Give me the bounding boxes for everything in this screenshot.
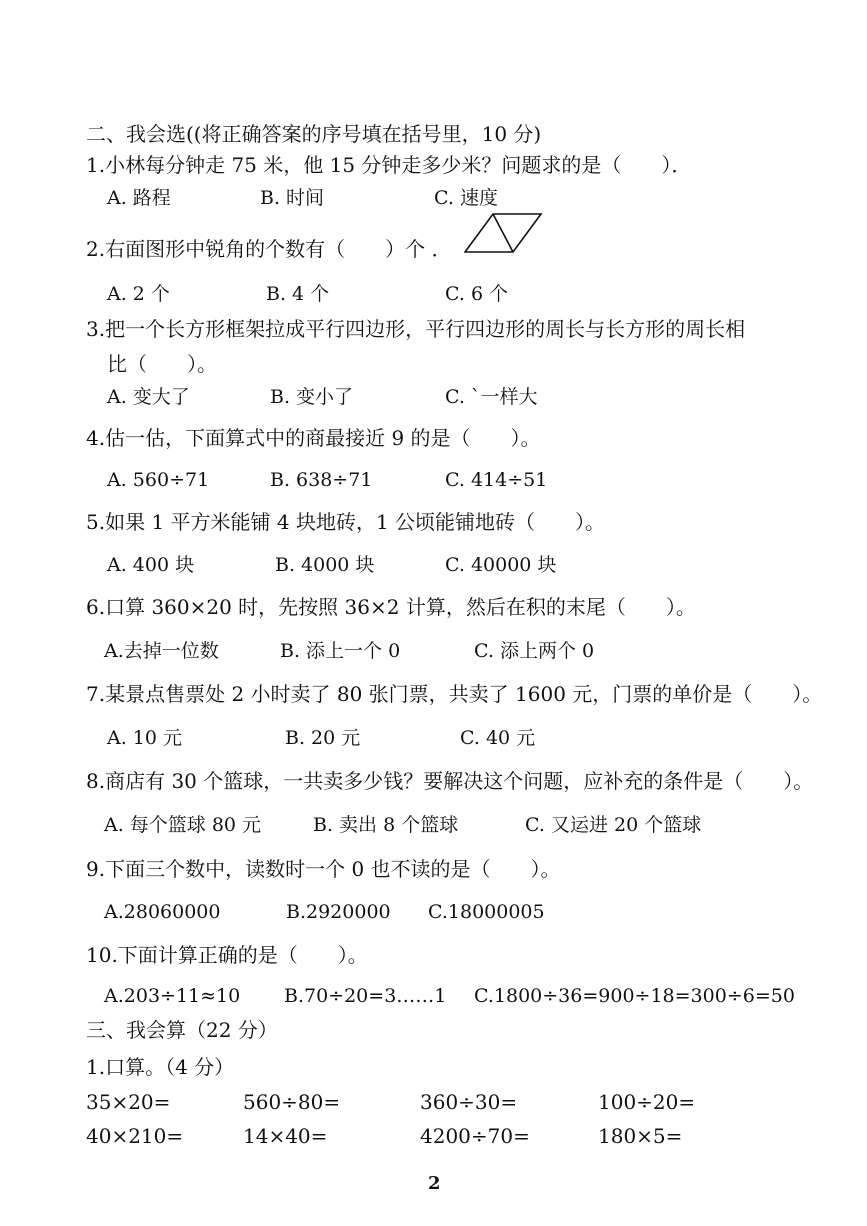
question-5-stem: 5.如果 1 平方米能铺 4 块地砖，1 公顷能铺地砖（ ）。 xyxy=(86,510,606,534)
question-8-option-c: C. 又运进 20 个篮球 xyxy=(525,814,702,836)
calc-row-2-item-1: 40×210= xyxy=(86,1124,184,1148)
question-10-option-c: C.1800÷36=900÷18=300÷6=50 xyxy=(474,985,795,1007)
question-6-option-b: B. 添上一个 0 xyxy=(280,640,401,662)
question-6-stem: 6.口算 360×20 时，先按照 36×2 计算，然后在积的末尾（ ）。 xyxy=(86,595,696,619)
question-4-option-b: B. 638÷71 xyxy=(270,469,373,491)
question-9-stem: 9.下面三个数中，读数时一个 0 也不读的是（ ）。 xyxy=(86,857,561,881)
calc-row-1-item-3: 360÷30= xyxy=(420,1090,518,1114)
question-8-option-b: B. 卖出 8 个篮球 xyxy=(313,814,459,836)
section-2-header: 二、我会选((将正确答案的序号填在括号里，10 分) xyxy=(86,122,542,146)
question-3-option-a: A. 变大了 xyxy=(107,386,190,408)
question-1-stem: 1.小林每分钟走 75 米，他 15 分钟走多少米？问题求的是（ ）． xyxy=(86,153,692,177)
question-5-option-b: B. 4000 块 xyxy=(275,554,375,576)
question-4-stem: 4.估一估，下面算式中的商最接近 9 的是（ ）。 xyxy=(86,426,541,450)
question-8-option-a: A. 每个篮球 80 元 xyxy=(104,814,262,836)
question-4-option-a: A. 560÷71 xyxy=(107,469,210,491)
question-6-option-c: C. 添上两个 0 xyxy=(474,640,595,662)
calc-row-2-item-2: 14×40= xyxy=(243,1124,328,1148)
question-5-option-a: A. 400 块 xyxy=(107,554,195,576)
section-3-header: 三、我会算（22 分） xyxy=(86,1018,278,1042)
question-1-option-b: B. 时间 xyxy=(260,187,325,209)
question-3-option-b: B. 变小了 xyxy=(270,386,354,408)
question-9-option-a: A.28060000 xyxy=(104,901,221,923)
question-2-option-b: B. 4 个 xyxy=(266,283,330,305)
question-7-option-c: C. 40 元 xyxy=(460,727,536,749)
calc-row-1-item-4: 100÷20= xyxy=(598,1090,696,1114)
question-1-option-a: A. 路程 xyxy=(107,187,171,209)
page-number: 2 xyxy=(428,1173,441,1194)
question-3-stem: 3.把一个长方形框架拉成平行四边形，平行四边形的周长与长方形的周长相 xyxy=(86,317,746,341)
question-3-option-c: C. ˋ一样大 xyxy=(445,386,538,408)
question-2-stem: 2.右面图形中锐角的个数有（ ）个 ． xyxy=(86,237,452,261)
question-10-option-a: A.203÷11≈10 xyxy=(104,985,241,1007)
question-4-option-c: C. 414÷51 xyxy=(445,469,548,491)
question-8-stem: 8.商店有 30 个篮球，一共卖多少钱？要解决这个问题，应补充的条件是（ ）。 xyxy=(86,769,814,793)
calc-row-1-item-1: 35×20= xyxy=(86,1090,171,1114)
question-6-option-a: A.去掉一位数 xyxy=(104,640,219,662)
question-7-option-b: B. 20 元 xyxy=(285,727,361,749)
question-2-option-c: C. 6 个 xyxy=(445,283,509,305)
parallelogram-figure xyxy=(464,212,544,256)
question-3-stem-continued: 比（ ）。 xyxy=(107,352,217,376)
question-9-option-b: B.2920000 xyxy=(286,901,391,923)
question-10-option-b: B.70÷20=3……1 xyxy=(284,985,447,1007)
question-7-option-a: A. 10 元 xyxy=(107,727,183,749)
question-7-stem: 7.某景点售票处 2 小时卖了 80 张门票，共卖了 1600 元，门票的单价是（ ）。 xyxy=(86,682,823,706)
question-5-option-c: C. 40000 块 xyxy=(445,554,557,576)
question-9-option-c: C.18000005 xyxy=(428,901,545,923)
section-3-subheading: 1.口算。（4 分） xyxy=(86,1055,235,1079)
calc-row-2-item-3: 4200÷70= xyxy=(420,1124,530,1148)
calc-row-1-item-2: 560÷80= xyxy=(243,1090,341,1114)
calc-row-2-item-4: 180×5= xyxy=(598,1124,683,1148)
question-2-option-a: A. 2 个 xyxy=(107,283,170,305)
question-10-stem: 10.下面计算正确的是（ ）。 xyxy=(86,943,368,967)
question-1-option-c: C. 速度 xyxy=(434,187,498,209)
